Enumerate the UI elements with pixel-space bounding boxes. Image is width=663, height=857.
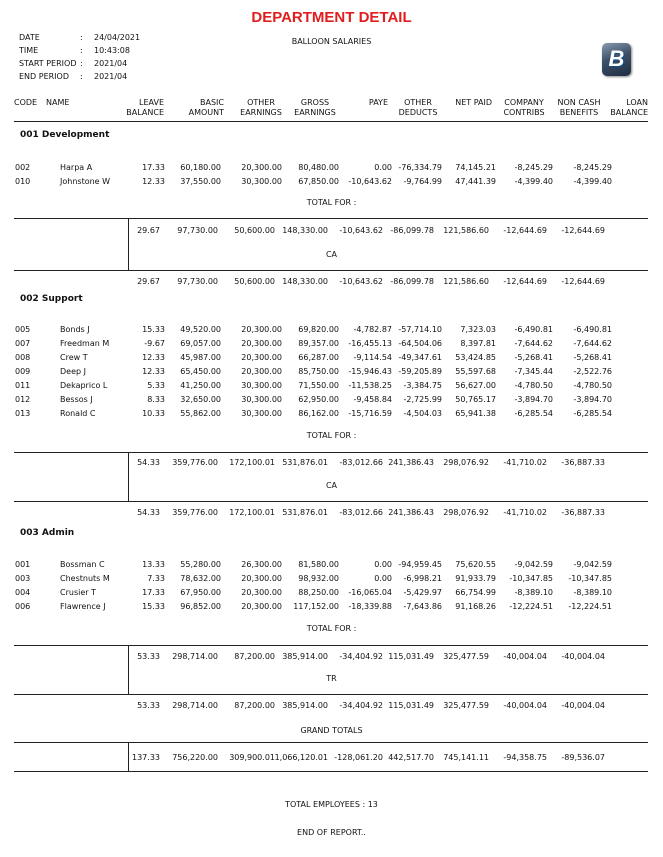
- department-total-value: 298,076.92: [443, 458, 489, 467]
- grand-total-value: -89,536.07: [561, 753, 605, 762]
- employee-code: 007: [15, 339, 31, 348]
- meta-value: 2021/04: [94, 59, 128, 68]
- employee-value: 12.33: [142, 177, 165, 186]
- group-total-value: 115,031.49: [388, 701, 434, 710]
- department-total-value: 87,200.00: [234, 652, 275, 661]
- column-header-line: CODE: [14, 98, 38, 107]
- grand-total-value: 1,066,120.01: [274, 753, 328, 762]
- employee-value: -3,894.70: [573, 395, 612, 404]
- employee-value: -6,490.81: [514, 325, 553, 334]
- meta-label: TIME: [19, 46, 39, 55]
- column-header: [180, 98, 224, 118]
- column-header-line: LOAN: [626, 98, 648, 107]
- employee-value: 30,300.00: [241, 409, 282, 418]
- employee-name: Harpa A: [60, 163, 93, 172]
- employee-value: 7.33: [147, 574, 165, 583]
- column-header: [118, 98, 164, 118]
- employee-value: 78,632.00: [180, 574, 221, 583]
- group-total-value: 29.67: [137, 277, 160, 286]
- employee-value: 47,441.39: [455, 177, 496, 186]
- employee-code: 006: [15, 602, 31, 611]
- employee-value: 66,287.00: [298, 353, 339, 362]
- employee-value: 30,300.00: [241, 381, 282, 390]
- group-total-value: 385,914.00: [282, 701, 328, 710]
- grand-total-value: 309,900.01: [229, 753, 275, 762]
- column-header: [350, 98, 388, 108]
- column-header: [236, 98, 286, 118]
- column-header-line: NAME: [46, 98, 70, 107]
- department-total-value: 172,100.01: [229, 458, 275, 467]
- employee-value: 49,520.00: [180, 325, 221, 334]
- divider-line: [14, 501, 648, 502]
- employee-value: 80,480.00: [298, 163, 339, 172]
- employee-value: 20,300.00: [241, 574, 282, 583]
- employee-value: 62,950.00: [298, 395, 339, 404]
- employee-value: -9.67: [144, 339, 165, 348]
- employee-value: -76,334.79: [398, 163, 442, 172]
- employee-value: 67,950.00: [180, 588, 221, 597]
- column-header-line: PAYE: [368, 98, 388, 107]
- group-label: TR: [326, 674, 337, 683]
- employee-value: 65,941.38: [455, 409, 496, 418]
- employee-value: 20,300.00: [241, 353, 282, 362]
- employee-value: 12.33: [142, 367, 165, 376]
- employee-value: -9,042.59: [514, 560, 553, 569]
- column-header-line: EARNINGS: [294, 108, 336, 117]
- column-header-line: BENEFITS: [559, 108, 599, 117]
- employee-value: -8,245.29: [573, 163, 612, 172]
- group-total-value: -36,887.33: [561, 508, 605, 517]
- column-header: [608, 98, 648, 118]
- employee-value: -6,490.81: [573, 325, 612, 334]
- department-total-value: -36,887.33: [561, 458, 605, 467]
- employee-code: 010: [15, 177, 31, 186]
- employee-value: -4,780.50: [573, 381, 612, 390]
- column-header-line: CONTRIBS: [503, 108, 545, 117]
- department-total-value: 29.67: [137, 226, 160, 235]
- employee-value: 69,820.00: [298, 325, 339, 334]
- employee-value: 30,300.00: [241, 395, 282, 404]
- employee-code: 004: [15, 588, 31, 597]
- divider-line: [14, 218, 648, 219]
- employee-value: 10.33: [142, 409, 165, 418]
- employee-name: Bonds J: [60, 325, 90, 334]
- employee-value: 88,250.00: [298, 588, 339, 597]
- employee-name: Bessos J: [60, 395, 93, 404]
- column-header-line: BALANCE: [610, 108, 648, 117]
- group-total-value: 298,076.92: [443, 508, 489, 517]
- grand-total-value: 137.33: [132, 753, 160, 762]
- employee-value: -7,643.86: [403, 602, 442, 611]
- employee-value: 75,620.55: [455, 560, 496, 569]
- column-header-line: BASIC: [200, 98, 224, 107]
- department-total-value: 241,386.43: [388, 458, 434, 467]
- employee-value: 53,424.85: [455, 353, 496, 362]
- employee-value: -5,429.97: [403, 588, 442, 597]
- employee-value: -6,285.54: [573, 409, 612, 418]
- employee-name: Deep J: [60, 367, 86, 376]
- employee-value: -8,245.29: [514, 163, 553, 172]
- employee-value: -59,205.89: [398, 367, 442, 376]
- column-header-line: COMPANY: [504, 98, 544, 107]
- column-header-line: GROSS: [300, 98, 330, 107]
- group-total-value: 50,600.00: [234, 277, 275, 286]
- employee-value: 15.33: [142, 325, 165, 334]
- meta-value: 10:43:08: [94, 46, 130, 55]
- department-total-value: 54.33: [137, 458, 160, 467]
- meta-colon: :: [80, 59, 83, 68]
- divider-line: [14, 645, 648, 646]
- employee-value: 17.33: [142, 588, 165, 597]
- employee-name: Crew T: [60, 353, 88, 362]
- employee-code: 003: [15, 574, 31, 583]
- employee-value: -4,399.40: [573, 177, 612, 186]
- employee-value: -16,455.13: [348, 339, 392, 348]
- column-header: [396, 98, 440, 118]
- employee-value: -7,644.62: [514, 339, 553, 348]
- employee-value: 0.00: [374, 574, 392, 583]
- meta-value: 24/04/2021: [94, 33, 141, 42]
- group-total-value: -83,012.66: [339, 508, 383, 517]
- employee-value: -9,114.54: [353, 353, 392, 362]
- column-header-line: AMOUNT: [188, 108, 224, 117]
- group-total-value: 359,776.00: [172, 508, 218, 517]
- grand-totals-label: GRAND TOTALS: [300, 726, 363, 735]
- divider-line: [14, 742, 648, 743]
- employee-value: -11,538.25: [348, 381, 392, 390]
- employee-code: 009: [15, 367, 31, 376]
- employee-value: -5,268.41: [573, 353, 612, 362]
- employee-value: -94,959.45: [398, 560, 442, 569]
- employee-value: 56,627.00: [455, 381, 496, 390]
- department-total-value: 115,031.49: [388, 652, 434, 661]
- employee-value: -7,345.44: [514, 367, 553, 376]
- employee-value: -64,504.06: [398, 339, 442, 348]
- employee-value: 55,280.00: [180, 560, 221, 569]
- department-total-value: -86,099.78: [390, 226, 434, 235]
- employee-value: 12.33: [142, 353, 165, 362]
- department-name: 002 Support: [20, 294, 83, 304]
- department-name: 003 Admin: [20, 528, 75, 538]
- employee-value: -12,224.51: [509, 602, 553, 611]
- employee-value: 7,323.03: [460, 325, 496, 334]
- employee-name: Dekaprico L: [60, 381, 108, 390]
- group-total-value: -40,004.04: [503, 701, 547, 710]
- meta-label: START PERIOD: [19, 59, 77, 68]
- grand-total-value: 745,141.11: [443, 753, 489, 762]
- department-total-value: -41,710.02: [503, 458, 547, 467]
- department-name: 001 Development: [20, 130, 110, 140]
- employee-value: -18,339.88: [348, 602, 392, 611]
- employee-value: 20,300.00: [241, 367, 282, 376]
- employee-value: -57,714.10: [398, 325, 442, 334]
- column-header-line: OTHER: [247, 98, 275, 107]
- total-for-label: TOTAL FOR :: [306, 624, 357, 633]
- employee-value: 20,300.00: [241, 339, 282, 348]
- employee-value: 0.00: [374, 163, 392, 172]
- employee-value: 41,250.00: [180, 381, 221, 390]
- column-header-line: BALANCE: [126, 108, 164, 117]
- employee-value: 8.33: [147, 395, 165, 404]
- company-logo-icon: [602, 43, 631, 76]
- employee-value: 65,450.00: [180, 367, 221, 376]
- employee-value: 15.33: [142, 602, 165, 611]
- employee-value: 30,300.00: [241, 177, 282, 186]
- employee-value: 86,162.00: [298, 409, 339, 418]
- grand-total-value: 756,220.00: [172, 753, 218, 762]
- group-total-value: -34,404.92: [339, 701, 383, 710]
- employee-value: -5,268.41: [514, 353, 553, 362]
- employee-value: 74,145.21: [455, 163, 496, 172]
- employee-value: 17.33: [142, 163, 165, 172]
- divider-line: [14, 270, 648, 271]
- employee-value: 55,597.68: [455, 367, 496, 376]
- employee-value: 45,987.00: [180, 353, 221, 362]
- employee-value: -16,065.04: [348, 588, 392, 597]
- employee-value: -12,224.51: [568, 602, 612, 611]
- employee-value: 8,397.81: [460, 339, 496, 348]
- column-header-line: DEDUCTS: [398, 108, 438, 117]
- employee-value: -3,894.70: [514, 395, 553, 404]
- department-total-value: -12,644.69: [503, 226, 547, 235]
- group-total-value: 298,714.00: [172, 701, 218, 710]
- group-total-value: 172,100.01: [229, 508, 275, 517]
- employee-name: Ronald C: [60, 409, 96, 418]
- employee-code: 011: [15, 381, 31, 390]
- column-header-line: NET PAID: [455, 98, 492, 107]
- department-total-value: 385,914.00: [282, 652, 328, 661]
- employee-value: -49,347.61: [398, 353, 442, 362]
- group-total-value: 148,330.00: [282, 277, 328, 286]
- report-title: DEPARTMENT DETAIL: [251, 9, 412, 26]
- group-total-value: 531,876.01: [282, 508, 328, 517]
- department-total-value: -40,004.04: [503, 652, 547, 661]
- employee-value: -8,389.10: [514, 588, 553, 597]
- meta-label: DATE: [19, 33, 40, 42]
- column-header: [46, 98, 86, 108]
- employee-value: 117,152.00: [293, 602, 339, 611]
- group-total-value: -12,644.69: [503, 277, 547, 286]
- employee-value: -2,725.99: [403, 395, 442, 404]
- total-for-label: TOTAL FOR :: [306, 198, 357, 207]
- column-header-line: NON CASH: [557, 98, 601, 107]
- end-of-report: END OF REPORT..: [297, 828, 366, 837]
- employee-value: -8,389.10: [573, 588, 612, 597]
- total-for-label: TOTAL FOR :: [306, 431, 357, 440]
- employee-code: 001: [15, 560, 31, 569]
- column-header-line: OTHER: [404, 98, 432, 107]
- employee-value: -15,946.43: [348, 367, 392, 376]
- employee-code: 008: [15, 353, 31, 362]
- employee-value: 66,754.99: [455, 588, 496, 597]
- employee-code: 005: [15, 325, 31, 334]
- employee-value: 0.00: [374, 560, 392, 569]
- employee-name: Johnstone W: [60, 177, 111, 186]
- employee-value: 67,850.00: [298, 177, 339, 186]
- department-total-value: -83,012.66: [339, 458, 383, 467]
- group-total-value: 53.33: [137, 701, 160, 710]
- column-header-line: EARNINGS: [240, 108, 282, 117]
- department-total-value: 97,730.00: [177, 226, 218, 235]
- group-total-value: -86,099.78: [390, 277, 434, 286]
- column-header: [14, 98, 44, 108]
- employee-value: 32,650.00: [180, 395, 221, 404]
- employee-value: 55,862.00: [180, 409, 221, 418]
- total-employees: TOTAL EMPLOYEES : 13: [285, 800, 378, 809]
- department-total-value: 53.33: [137, 652, 160, 661]
- employee-value: -15,716.59: [348, 409, 392, 418]
- report-subtitle: BALLOON SALARIES: [291, 37, 372, 46]
- employee-value: 60,180.00: [180, 163, 221, 172]
- divider-line: [14, 694, 648, 695]
- employee-value: 69,057.00: [180, 339, 221, 348]
- employee-value: 98,932.00: [298, 574, 339, 583]
- employee-value: -9,042.59: [573, 560, 612, 569]
- employee-value: -7,644.62: [573, 339, 612, 348]
- column-header: [290, 98, 340, 118]
- group-total-value: -12,644.69: [561, 277, 605, 286]
- column-header-line: LEAVE: [139, 98, 164, 107]
- employee-value: 20,300.00: [241, 325, 282, 334]
- employee-value: -3,384.75: [403, 381, 442, 390]
- employee-value: -4,782.87: [353, 325, 392, 334]
- employee-value: 37,550.00: [180, 177, 221, 186]
- department-total-value: 298,714.00: [172, 652, 218, 661]
- employee-value: 26,300.00: [241, 560, 282, 569]
- grand-total-value: -94,358.75: [503, 753, 547, 762]
- group-total-value: 325,477.59: [443, 701, 489, 710]
- employee-name: Flawrence J: [60, 602, 106, 611]
- group-total-value: 54.33: [137, 508, 160, 517]
- grand-total-value: 442,517.70: [388, 753, 434, 762]
- group-total-value: -40,004.04: [561, 701, 605, 710]
- employee-value: 20,300.00: [241, 602, 282, 611]
- employee-value: -9,764.99: [403, 177, 442, 186]
- employee-value: -10,347.85: [568, 574, 612, 583]
- divider-line: [14, 452, 648, 453]
- employee-name: Freedman M: [60, 339, 110, 348]
- meta-colon: :: [80, 72, 83, 81]
- employee-value: -6,285.54: [514, 409, 553, 418]
- group-total-value: -10,643.62: [339, 277, 383, 286]
- employee-name: Crusier T: [60, 588, 96, 597]
- employee-value: -2,522.76: [573, 367, 612, 376]
- employee-code: 012: [15, 395, 31, 404]
- employee-value: -10,347.85: [509, 574, 553, 583]
- employee-value: -4,780.50: [514, 381, 553, 390]
- department-total-value: -10,643.62: [339, 226, 383, 235]
- department-total-value: 50,600.00: [234, 226, 275, 235]
- divider-line: [14, 121, 648, 122]
- department-total-value: 121,586.60: [443, 226, 489, 235]
- group-total-value: 241,386.43: [388, 508, 434, 517]
- logo-letter: B: [608, 46, 625, 71]
- employee-value: 50,765.17: [455, 395, 496, 404]
- group-label: CA: [325, 250, 338, 259]
- employee-value: 89,357.00: [298, 339, 339, 348]
- meta-colon: :: [80, 46, 83, 55]
- employee-value: -4,399.40: [514, 177, 553, 186]
- group-total-value: -41,710.02: [503, 508, 547, 517]
- group-total-value: 87,200.00: [234, 701, 275, 710]
- employee-value: 96,852.00: [180, 602, 221, 611]
- column-header: [450, 98, 492, 108]
- employee-value: 20,300.00: [241, 163, 282, 172]
- column-header: [500, 98, 548, 118]
- employee-value: 13.33: [142, 560, 165, 569]
- meta-value: 2021/04: [94, 72, 128, 81]
- employee-value: -9,458.84: [353, 395, 392, 404]
- employee-value: 20,300.00: [241, 588, 282, 597]
- employee-value: 85,750.00: [298, 367, 339, 376]
- employee-value: -6,998.21: [403, 574, 442, 583]
- employee-value: 91,933.79: [455, 574, 496, 583]
- employee-code: 013: [15, 409, 31, 418]
- employee-value: -4,504.03: [403, 409, 442, 418]
- employee-name: Bossman C: [60, 560, 105, 569]
- column-header: [556, 98, 602, 118]
- divider-line: [14, 771, 648, 772]
- group-label: CA: [325, 481, 338, 490]
- department-total-value: 531,876.01: [282, 458, 328, 467]
- employee-name: Chestnuts M: [60, 574, 110, 583]
- employee-value: 91,168.26: [455, 602, 496, 611]
- group-total-value: 97,730.00: [177, 277, 218, 286]
- employee-code: 002: [15, 163, 31, 172]
- employee-value: 5.33: [147, 381, 165, 390]
- department-total-value: 148,330.00: [282, 226, 328, 235]
- employee-value: 71,550.00: [298, 381, 339, 390]
- employee-value: -10,643.62: [348, 177, 392, 186]
- department-total-value: 325,477.59: [443, 652, 489, 661]
- meta-label: END PERIOD: [19, 72, 69, 81]
- department-total-value: -40,004.04: [561, 652, 605, 661]
- department-total-value: -12,644.69: [561, 226, 605, 235]
- department-total-value: -34,404.92: [339, 652, 383, 661]
- department-total-value: 359,776.00: [172, 458, 218, 467]
- meta-colon: :: [80, 33, 83, 42]
- employee-value: 81,580.00: [298, 560, 339, 569]
- grand-total-value: -128,061.20: [334, 753, 383, 762]
- group-total-value: 121,586.60: [443, 277, 489, 286]
